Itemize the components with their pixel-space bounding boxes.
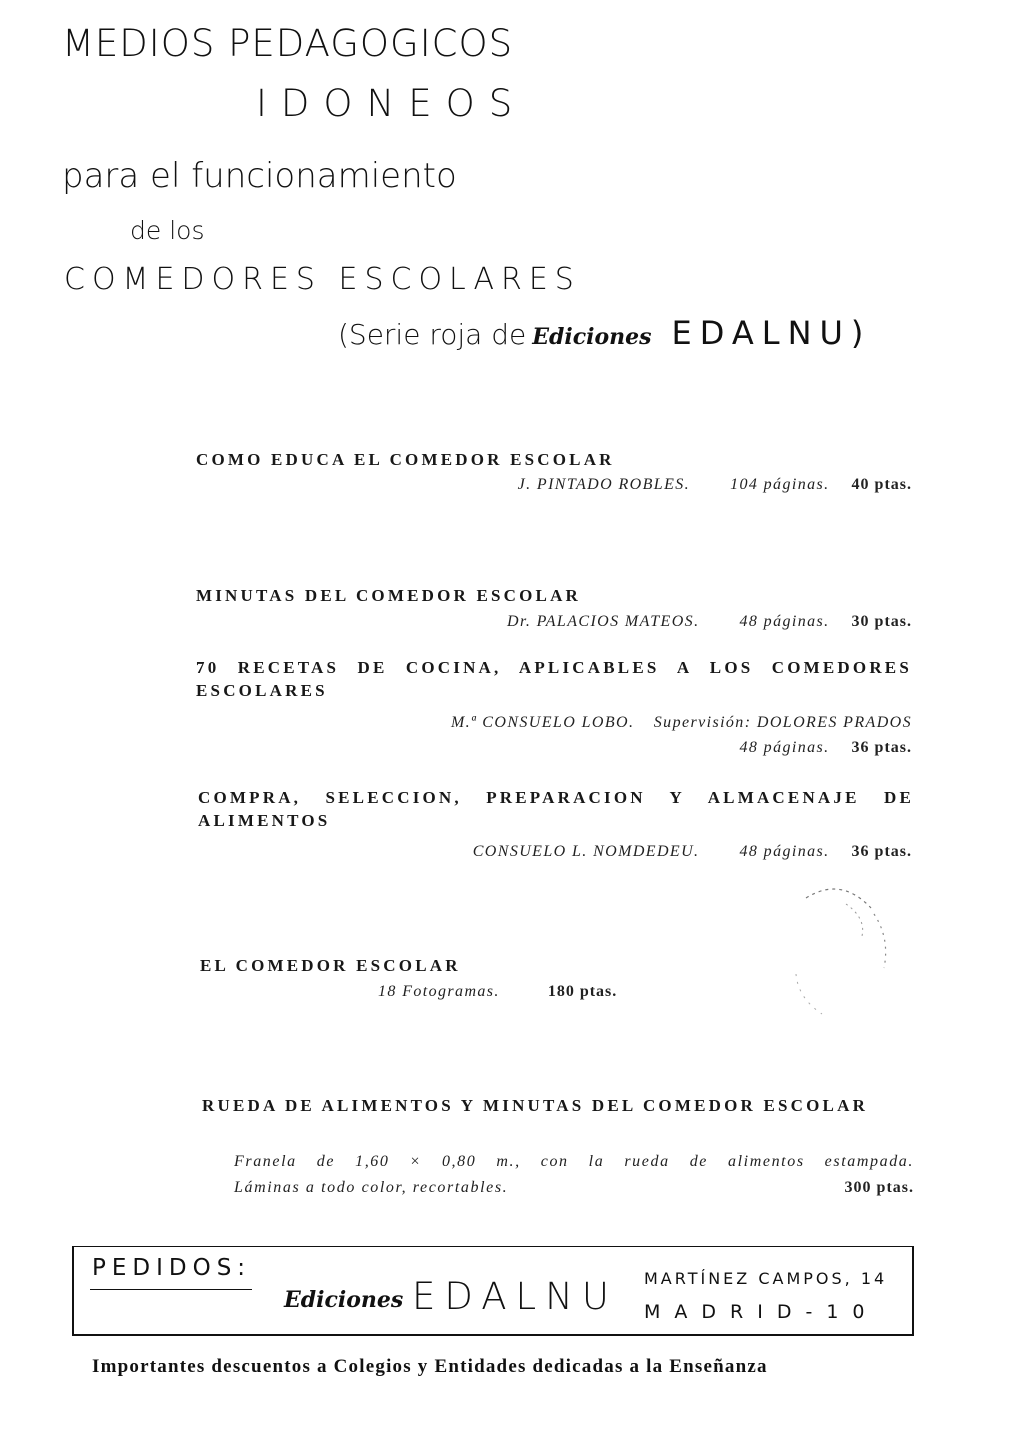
series-line bbox=[338, 314, 871, 352]
item-detail: 18 Fotogramas. bbox=[378, 983, 500, 1000]
item-meta-rueda bbox=[700, 1179, 914, 1197]
item-price: 36 ptas. bbox=[851, 843, 912, 860]
item-meta-70-recetas-pages bbox=[200, 739, 912, 757]
heading-de-los: de los bbox=[130, 216, 205, 245]
orders-box bbox=[72, 1246, 914, 1336]
series-prefix: (Serie roja de bbox=[338, 318, 527, 351]
item-pages: 48 páginas. bbox=[739, 843, 830, 860]
item-title-rueda-de-alimentos: RUEDA DE ALIMENTOS Y MINUTAS DEL COMEDOR ESCOLAR bbox=[202, 1096, 869, 1115]
item-title-minutas: MINUTAS DEL COMEDOR ESCOLAR bbox=[196, 586, 582, 605]
item-price: 180 ptas. bbox=[547, 983, 618, 1000]
orders-address-city: MADRID-10 bbox=[644, 1301, 879, 1323]
series-script-ediciones: Ediciones bbox=[532, 324, 652, 350]
item-price: 36 ptas. bbox=[851, 739, 912, 756]
heading-idoneos: IDONEOS bbox=[256, 82, 527, 125]
item-meta-como-educa bbox=[200, 476, 912, 494]
heading-para-el-funcionamiento: para el funcionamiento bbox=[62, 156, 457, 196]
footer-discounts: Importantes descuentos a Colegios y Entidades dedicadas a la Enseñanza bbox=[92, 1356, 768, 1377]
item-desc-line1: Franela de 1,60 × 0,80 m., con la rueda de alimentos estampada. bbox=[234, 1153, 914, 1170]
item-desc-line2: Láminas a todo color, recortables. bbox=[234, 1179, 509, 1196]
item-supervisor: DOLORES PRADOS bbox=[756, 714, 912, 731]
item-pages: 48 páginas. bbox=[739, 613, 830, 630]
item-author: Dr. PALACIOS MATEOS. bbox=[507, 613, 700, 630]
library-stamp-mark bbox=[786, 878, 896, 1018]
item-meta-minutas bbox=[200, 613, 912, 631]
item-price: 40 ptas. bbox=[851, 476, 912, 493]
item-meta-compra-seleccion bbox=[200, 843, 912, 861]
orders-address-street: MARTÍNEZ CAMPOS, 14 bbox=[644, 1269, 888, 1288]
item-price: 30 ptas. bbox=[851, 613, 912, 630]
item-title-como-educa: COMO EDUCA EL COMEDOR ESCOLAR bbox=[196, 450, 615, 469]
item-author: CONSUELO L. NOMDEDEU. bbox=[472, 843, 700, 860]
item-pages: 104 páginas. bbox=[730, 476, 830, 493]
item-meta-70-recetas-author bbox=[200, 714, 912, 732]
item-price: 300 ptas. bbox=[844, 1179, 914, 1196]
heading-comedores-escolares: COMEDORES ESCOLARES bbox=[64, 262, 581, 297]
item-pages: 48 páginas. bbox=[739, 739, 830, 756]
orders-script-ediciones: Ediciones bbox=[284, 1287, 404, 1313]
orders-label-underline bbox=[90, 1289, 252, 1290]
orders-label: PEDIDOS: bbox=[92, 1255, 252, 1281]
series-brand: EDALNU) bbox=[671, 314, 872, 352]
orders-brand: EDALNU bbox=[412, 1275, 618, 1318]
item-title-el-comedor-escolar: EL COMEDOR ESCOLAR bbox=[200, 956, 461, 975]
item-author: M.ª CONSUELO LOBO. bbox=[450, 714, 635, 731]
item-meta-el-comedor-escolar bbox=[378, 983, 617, 1001]
item-author: J. PINTADO ROBLES. bbox=[517, 476, 691, 493]
item-title-compra-seleccion: COMPRA, SELECCION, PREPARACION Y ALMACENAJE DE ALIMENTOS bbox=[198, 788, 914, 830]
item-supervision-label: Supervisión: bbox=[653, 714, 752, 731]
heading-medios-pedagogicos: MEDIOS PEDAGOGICOS bbox=[62, 22, 514, 65]
item-title-70-recetas: 70 RECETAS DE COCINA, APLICABLES A LOS COMEDORES ESCOLARES bbox=[196, 658, 912, 700]
